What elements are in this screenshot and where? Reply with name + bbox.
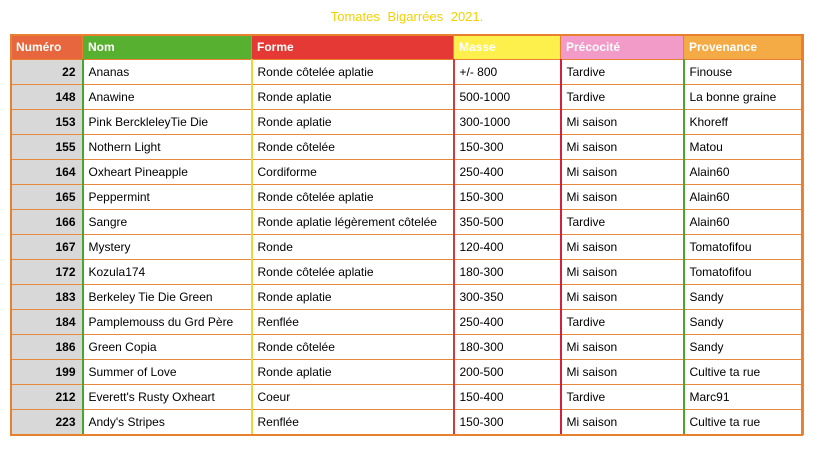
table-row bbox=[11, 185, 804, 210]
cell-provenance: Tomatofifou bbox=[684, 235, 804, 260]
cell-provenance: Cultive ta rue bbox=[684, 360, 804, 385]
cell-provenance: Marc91 bbox=[684, 385, 804, 410]
cell-forme: Ronde côtelée aplatie bbox=[252, 185, 454, 210]
table-row bbox=[11, 335, 804, 360]
cell-nom: Peppermint bbox=[83, 185, 252, 210]
cell-forme: Ronde bbox=[252, 235, 454, 260]
cell-nom: Summer of Love bbox=[83, 360, 252, 385]
cell-forme: Ronde aplatie bbox=[252, 110, 454, 135]
cell-precocite: Mi saison bbox=[561, 360, 684, 385]
table-row bbox=[11, 410, 804, 435]
cell-provenance: Cultive ta rue bbox=[684, 410, 804, 435]
cell-masse: 150-300 bbox=[454, 185, 561, 210]
cell-nom: Pink BerckleleyTie Die bbox=[83, 110, 252, 135]
cell-nom: Anawine bbox=[83, 85, 252, 110]
cell-precocite: Tardive bbox=[561, 210, 684, 235]
cell-forme: Ronde côtelée bbox=[252, 335, 454, 360]
table-row bbox=[11, 135, 804, 160]
table-row bbox=[11, 310, 804, 335]
cell-numero: 167 bbox=[11, 235, 83, 260]
cell-nom: Pamplemouss du Grd Père bbox=[83, 310, 252, 335]
cell-numero: 155 bbox=[11, 135, 83, 160]
cell-numero: 199 bbox=[11, 360, 83, 385]
table-row bbox=[11, 235, 804, 260]
cell-precocite: Mi saison bbox=[561, 185, 684, 210]
cell-forme: Ronde aplatie bbox=[252, 360, 454, 385]
cell-provenance: Sandy bbox=[684, 335, 804, 360]
cell-masse: 120-400 bbox=[454, 235, 561, 260]
cell-nom: Berkeley Tie Die Green bbox=[83, 285, 252, 310]
cell-nom: Mystery bbox=[83, 235, 252, 260]
cell-provenance: Alain60 bbox=[684, 160, 804, 185]
cell-nom: Sangre bbox=[83, 210, 252, 235]
cell-precocite: Mi saison bbox=[561, 110, 684, 135]
cell-precocite: Mi saison bbox=[561, 410, 684, 435]
cell-numero: 165 bbox=[11, 185, 83, 210]
table-row bbox=[11, 110, 804, 135]
table-row bbox=[11, 85, 804, 110]
cell-forme: Ronde côtelée bbox=[252, 135, 454, 160]
cell-provenance: Sandy bbox=[684, 285, 804, 310]
cell-forme: Ronde aplatie bbox=[252, 85, 454, 110]
cell-masse: 250-400 bbox=[454, 160, 561, 185]
cell-masse: 150-300 bbox=[454, 410, 561, 435]
cell-provenance: La bonne graine bbox=[684, 85, 804, 110]
cell-numero: 153 bbox=[11, 110, 83, 135]
cell-nom: Nothern Light bbox=[83, 135, 252, 160]
header-precocite: Précocité bbox=[561, 35, 684, 60]
cell-numero: 186 bbox=[11, 335, 83, 360]
cell-masse: 180-300 bbox=[454, 335, 561, 360]
cell-precocite: Mi saison bbox=[561, 160, 684, 185]
cell-forme: Ronde côtelée aplatie bbox=[252, 60, 454, 85]
cell-forme: Renflée bbox=[252, 410, 454, 435]
cell-precocite: Tardive bbox=[561, 60, 684, 85]
cell-forme: Renflée bbox=[252, 310, 454, 335]
table-row bbox=[11, 385, 804, 410]
cell-precocite: Mi saison bbox=[561, 260, 684, 285]
cell-numero: 223 bbox=[11, 410, 83, 435]
cell-numero: 184 bbox=[11, 310, 83, 335]
cell-nom: Green Copia bbox=[83, 335, 252, 360]
table-row bbox=[11, 285, 804, 310]
tomato-table bbox=[10, 34, 804, 435]
header-nom: Nom bbox=[83, 35, 252, 60]
cell-precocite: Mi saison bbox=[561, 285, 684, 310]
cell-precocite: Mi saison bbox=[561, 335, 684, 360]
cell-numero: 183 bbox=[11, 285, 83, 310]
cell-masse: 300-1000 bbox=[454, 110, 561, 135]
table-row bbox=[11, 160, 804, 185]
cell-provenance: Khoreff bbox=[684, 110, 804, 135]
cell-masse: 250-400 bbox=[454, 310, 561, 335]
cell-provenance: Tomatofifou bbox=[684, 260, 804, 285]
cell-masse: +/- 800 bbox=[454, 60, 561, 85]
header-numero: Numéro bbox=[11, 35, 83, 60]
cell-masse: 150-400 bbox=[454, 385, 561, 410]
table-row bbox=[11, 360, 804, 385]
cell-masse: 180-300 bbox=[454, 260, 561, 285]
cell-precocite: Mi saison bbox=[561, 235, 684, 260]
table-row bbox=[11, 260, 804, 285]
table-row bbox=[11, 60, 804, 85]
cell-numero: 166 bbox=[11, 210, 83, 235]
cell-forme: Ronde aplatie bbox=[252, 285, 454, 310]
header-row bbox=[11, 35, 804, 60]
cell-nom: Oxheart Pineapple bbox=[83, 160, 252, 185]
header-forme: Forme bbox=[252, 35, 454, 60]
cell-precocite: Mi saison bbox=[561, 135, 684, 160]
table-row bbox=[11, 210, 804, 235]
cell-provenance: Finouse bbox=[684, 60, 804, 85]
cell-numero: 22 bbox=[11, 60, 83, 85]
cell-forme: Ronde côtelée aplatie bbox=[252, 260, 454, 285]
cell-forme: Ronde aplatie légèrement côtelée bbox=[252, 210, 454, 235]
cell-provenance: Alain60 bbox=[684, 185, 804, 210]
cell-nom: Kozula174 bbox=[83, 260, 252, 285]
cell-masse: 300-350 bbox=[454, 285, 561, 310]
cell-precocite: Tardive bbox=[561, 385, 684, 410]
page-title: Tomates Bigarrées 2021. bbox=[330, 9, 484, 24]
cell-forme: Coeur bbox=[252, 385, 454, 410]
cell-provenance: Sandy bbox=[684, 310, 804, 335]
cell-provenance: Matou bbox=[684, 135, 804, 160]
cell-masse: 200-500 bbox=[454, 360, 561, 385]
cell-masse: 500-1000 bbox=[454, 85, 561, 110]
cell-masse: 150-300 bbox=[454, 135, 561, 160]
cell-masse: 350-500 bbox=[454, 210, 561, 235]
cell-nom: Andy's Stripes bbox=[83, 410, 252, 435]
cell-numero: 212 bbox=[11, 385, 83, 410]
cell-precocite: Tardive bbox=[561, 310, 684, 335]
cell-precocite: Tardive bbox=[561, 85, 684, 110]
cell-numero: 164 bbox=[11, 160, 83, 185]
cell-forme: Cordiforme bbox=[252, 160, 454, 185]
header-masse: Masse bbox=[454, 35, 561, 60]
cell-numero: 172 bbox=[11, 260, 83, 285]
cell-provenance: Alain60 bbox=[684, 210, 804, 235]
header-provenance: Provenance bbox=[684, 35, 804, 60]
cell-nom: Ananas bbox=[83, 60, 252, 85]
cell-nom: Everett's Rusty Oxheart bbox=[83, 385, 252, 410]
cell-numero: 148 bbox=[11, 85, 83, 110]
